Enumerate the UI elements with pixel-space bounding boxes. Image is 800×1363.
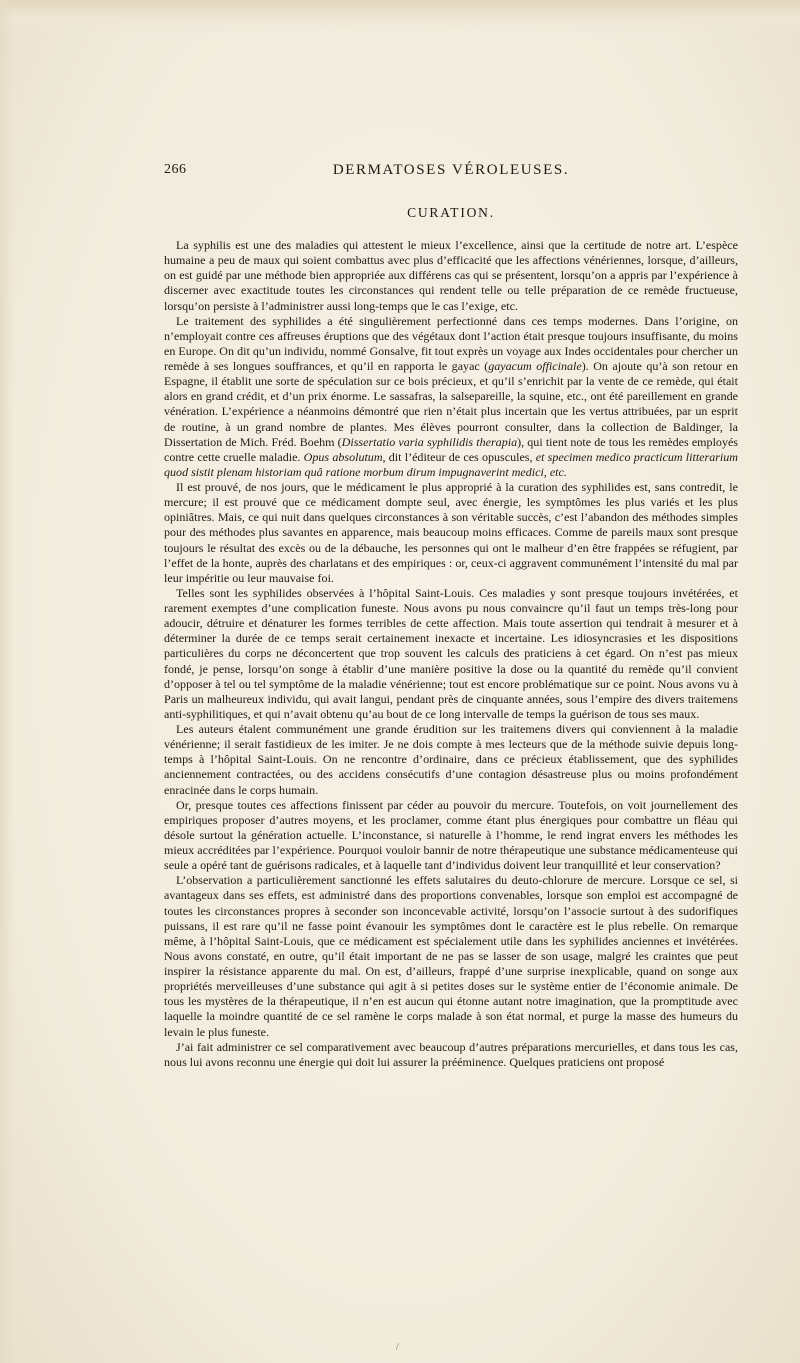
paragraph-1: La syphilis est une des maladies qui attestent le mieux l’excellence, ainsi que la certitude de notre art. L’espèce humaine a peu de maux qui soient combattus avec plus d’efficacité que les affections vénériennes, lorsque, d’ailleurs, on est guidé par une méthode bien appropriée aux différens cas qui se présentent, lorsqu’on a appris par l’expérience à discerner avec exactitude toutes les circonstances qui rendent telle ou telle préparation de ce remède fructueuse, lorsqu’on persiste à l’administrer aussi long-temps que le cas l’exige, etc. — [164, 238, 738, 313]
paragraph-5: Les auteurs étalent communément une grande érudition sur les traitemens divers qui conviennent à la maladie vénérienne; il serait fastidieux de les imiter. Je ne dois compte à mes lecteurs que de la méthode suivie depuis long-temps à l’hôpital Saint-Louis. On ne rencontre d’ordinaire, dans ce précieux établissement, que des syphilides anciennement contractées, ou des accidens consécutifs d’une contagion désastreuse plus ou moins profondément enracinée dans le corps humain. — [164, 722, 738, 797]
paragraph-2-italic-gayacum: gayacum officinale — [488, 359, 582, 373]
running-title: DERMATOSES VÉROLEUSES. — [332, 162, 570, 178]
section-heading: CURATION. — [407, 205, 495, 220]
paragraph-6: Or, presque toutes ces affections finissent par céder au pouvoir du mercure. Toutefois, on voit journellement des empiriques proposer d’autres moyens, et les proclamer, comme étant plus énergiques pour combattre un fléau qui désole surtout la génération actuelle. L’inconstance, si naturelle à l’homme, le rend ingrat envers les méthodes les mieux accréditées par l’expérience. Pourquoi vouloir bannir de notre thérapeutique une substance médicamenteuse qui seule a opéré tant de guérisons radicales, et à laquelle tant d’individus doivent leur tranquillité et leur conservation? — [164, 797, 738, 873]
paragraph-2 — [164, 314, 738, 480]
bottom-mark: / — [396, 1342, 399, 1353]
paragraph-3: Il est prouvé, de nos jours, que le médicament le plus approprié à la curation des syphilides est, sans contredit, le mercure; il est prouvé que ce médicament dompte seul, avec énergie, les symptômes les plus variés et les plus opiniâtres. Mais, ce qui nuit dans quelques circonstances à son véritable succès, c’est l’abandon des méthodes simples pour des méthodes plus savantes en apparence, mais beaucoup moins efficaces. Comme de pareils maux sont presque toujours le résultat des excès ou de la débauche, les personnes qui ont le malheur d’en être frappées se réfugient, par l’effet de la honte, auprès des charlatans et des empiriques : or, ceux-ci aggravent communément l’intensité du mal par leur impéritie ou leur mauvaise foi. — [164, 480, 738, 585]
page-left-edge — [0, 0, 14, 1363]
paragraph-4: Telles sont les syphilides observées à l’hôpital Saint-Louis. Ces maladies y sont presque toujours invétérées, et rarement exemptes d’une complication funeste. Nous avons pu nous convaincre qu’il faut un temps très-long pour adoucir, détruire et dénaturer les formes terribles de cette affection. Mais toute assertion qui tendrait à mesurer et à déterminer la durée de ce temps serait certainement inexacte et incertaine. Les idiosyncrasies et les dispositions particulières du corps ne déconcertent que trop souvent les calculs des praticiens à cet égard. On n’est pas mieux fondé, je pense, lorsqu’on songe à établir d’une manière positive la dose ou la quantité du remède qu’il convient d’opposer à tel ou tel symptôme de la maladie vénérienne; tout est encore problématique sur ce point. Nous avons vu à Paris un malheureux individu, qui avait langui, pendant près de cinquante années, sous l’empire des divers traitemens anti-syphilitiques, et qui n’avait obtenu qu’au bout de ce long intervalle de temps la guérison de tous ses maux. — [164, 585, 738, 721]
paragraph-2-italic-dissertatio: Dissertatio varia syphilidis therapia — [341, 434, 518, 449]
paragraph-7: L’observation a particulièrement sanctionné les effets salutaires du deuto-chlorure de mercure. Lorsque ce sel, si avantageux dans ses effets, est administré dans des proportions convenables, lorsque son emploi est accompagné de toutes les circonstances propres à seconder son inconcevable activité, lorsqu’on l’associe surtout à des sudorifiques puissans, il est rare qu’il ne fasse point évanouir les symptômes dont le caractère est le plus rebelle. On remarque même, à l’hôpital Saint-Louis, que ce médicament est spécialement utile dans les syphilides anciennes et invétérées. Nous avons constaté, en outre, qu’il était important de ne pas se lasser de son usage, malgré les craintes que peut inspirer la résistance apparente du mal. On est, d’ailleurs, frappé d’une surprise inexplicable, quand on songe aux propriétés merveilleuses d’une substance qui agit à si petites doses sur le système entier de l’économie animale. De tous les mystères de la thérapeutique, il n’en est aucun qui étonne autant notre imagination, que la promptitude avec laquelle la moindre quantité de ce sel ramène le corps malade à son état normal, et purge la masse des humeurs du levain le plus funeste. — [164, 873, 738, 1039]
paragraph-2-text-a: Le traitement des syphilides a été singulièrement perfectionné dans ces temps modernes. Dans l’origine, on n’employait contre ces affreuses éruptions que des végétaux dont l’action était presque toujours insuffisante, du moins en Europe. On dit qu’un individu, nommé Gonsalve, fit tout exprès un voyage aux Indes occidentales pour chercher un remède à ses longues souffrances, et qu’il en rapporta le gayac ( — [164, 313, 738, 373]
paragraph-8: J’ai fait administrer ce sel comparativement avec beaucoup d’autres préparations mercurielles, et dans tous les cas, nous lui avons reconnu une énergie qui doit lui assurer la prééminence. Quelques praticiens ont proposé — [164, 1039, 738, 1069]
paragraph-2-italic-specimen: et specimen medico practicum litterarium quod sistit plenam historiam quâ ratione morbum dirum impugnaverint medici, etc. — [164, 449, 738, 479]
paragraph-2-italic-opus: Opus absolutum, — [303, 449, 386, 464]
page-top-stain — [0, 0, 800, 34]
paragraph-2-text-g: dit l’éditeur de ces opuscules, — [385, 449, 536, 464]
paragraph-2-text-e: ), qui tient note de tous les remèdes employés contre cette cruelle maladie. — [164, 434, 738, 464]
page-number: 266 — [164, 162, 187, 177]
paragraph-2-text-c: ). On ajoute qu’à son retour en Espagne, il établit une sorte de spéculation sur ce bois précieux, et qu’il s’enrichit par la vente de ce remède, qui était alors en grand crédit, et d’un prix énorme. Le sassafras, la salsepareille, la squine, etc., ont été pareillement en grande vénération. L’expérience a néanmoins démontré que rien n’était plus incertain que les vertus attribuées, par un esprit de routine, à un grand nombre de plantes. Mes élèves pourront consulter, dans la collection de Baldinger, la Dissertation de Mich. Fréd. Boehm ( — [164, 359, 739, 449]
body-text — [164, 238, 738, 1070]
running-head — [164, 162, 738, 182]
